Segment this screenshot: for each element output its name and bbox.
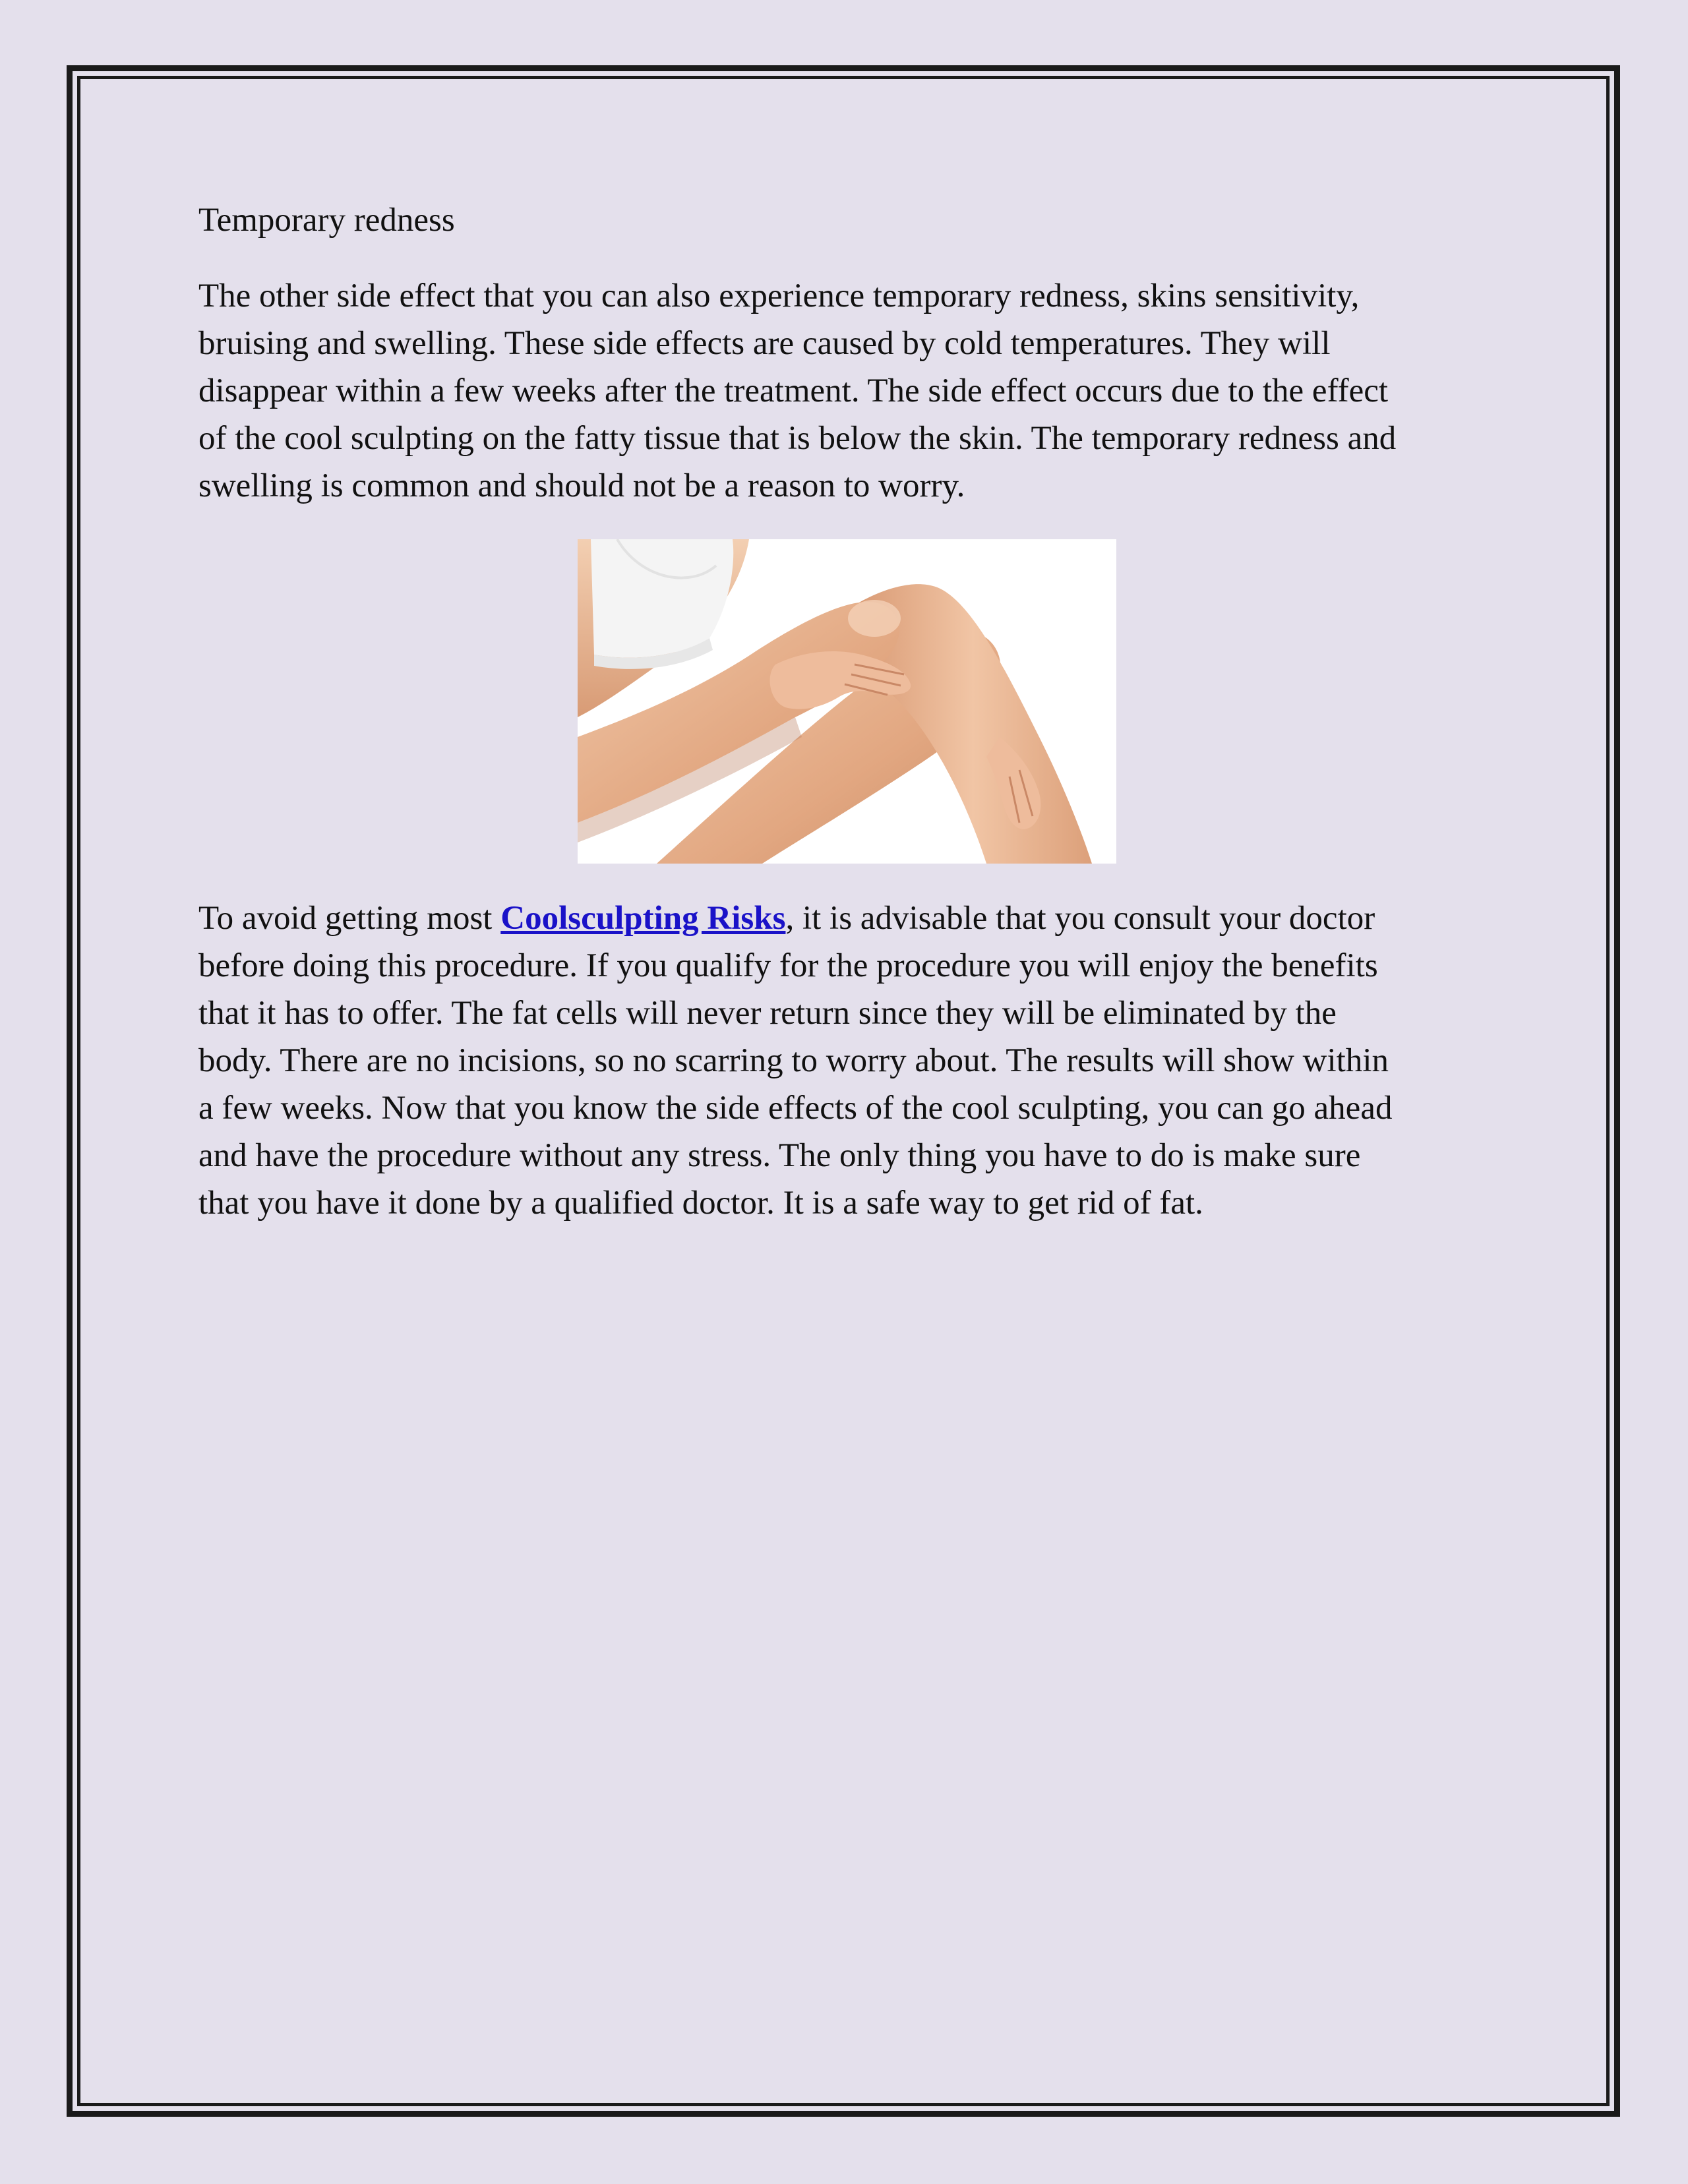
paragraph-line: that it has to offer. The fat cells will never return since they will be eliminated by the [198,995,1337,1032]
paragraph-line: swelling is common and should not be a reason to worry. [198,467,965,504]
legs-photo [578,539,1116,864]
paragraph-text: To avoid getting most [198,900,501,937]
paragraph-advice [198,895,1504,1227]
paragraph-side-effects [198,272,1504,510]
paragraph-line: disappear within a few weeks after the treatment. The side effect occurs due to the effect [198,372,1389,409]
paragraph-line: a few weeks. Now that you know the side effects of the cool sculpting, you can go ahead [198,1090,1393,1127]
paragraph-line: and have the procedure without any stress. The only thing you have to do is make sure [198,1137,1361,1174]
paragraph-line: of the cool sculpting on the fatty tissue that is below the skin. The temporary redness and [198,420,1397,457]
paragraph-line: that you have it done by a qualified doctor. It is a safe way to get rid of fat. [198,1185,1203,1222]
paragraph-line: body. There are no incisions, so no scarring to worry about. The results will show within [198,1042,1389,1079]
legs-illustration [578,539,1116,864]
paragraph-line: before doing this procedure. If you qualify for the procedure you will enjoy the benefits [198,947,1378,984]
paragraph-line: The other side effect that you can also experience temporary redness, skins sensitivity, [198,278,1360,314]
paragraph-text: , it is advisable that you consult your doctor [785,900,1375,937]
paragraph-line: bruising and swelling. These side effects are caused by cold temperatures. They will [198,325,1331,362]
section-heading: Temporary redness [198,202,455,239]
coolsculpting-risks-link[interactable]: Coolsculpting Risks [500,900,786,937]
paragraph-line-with-link [198,895,1504,942]
